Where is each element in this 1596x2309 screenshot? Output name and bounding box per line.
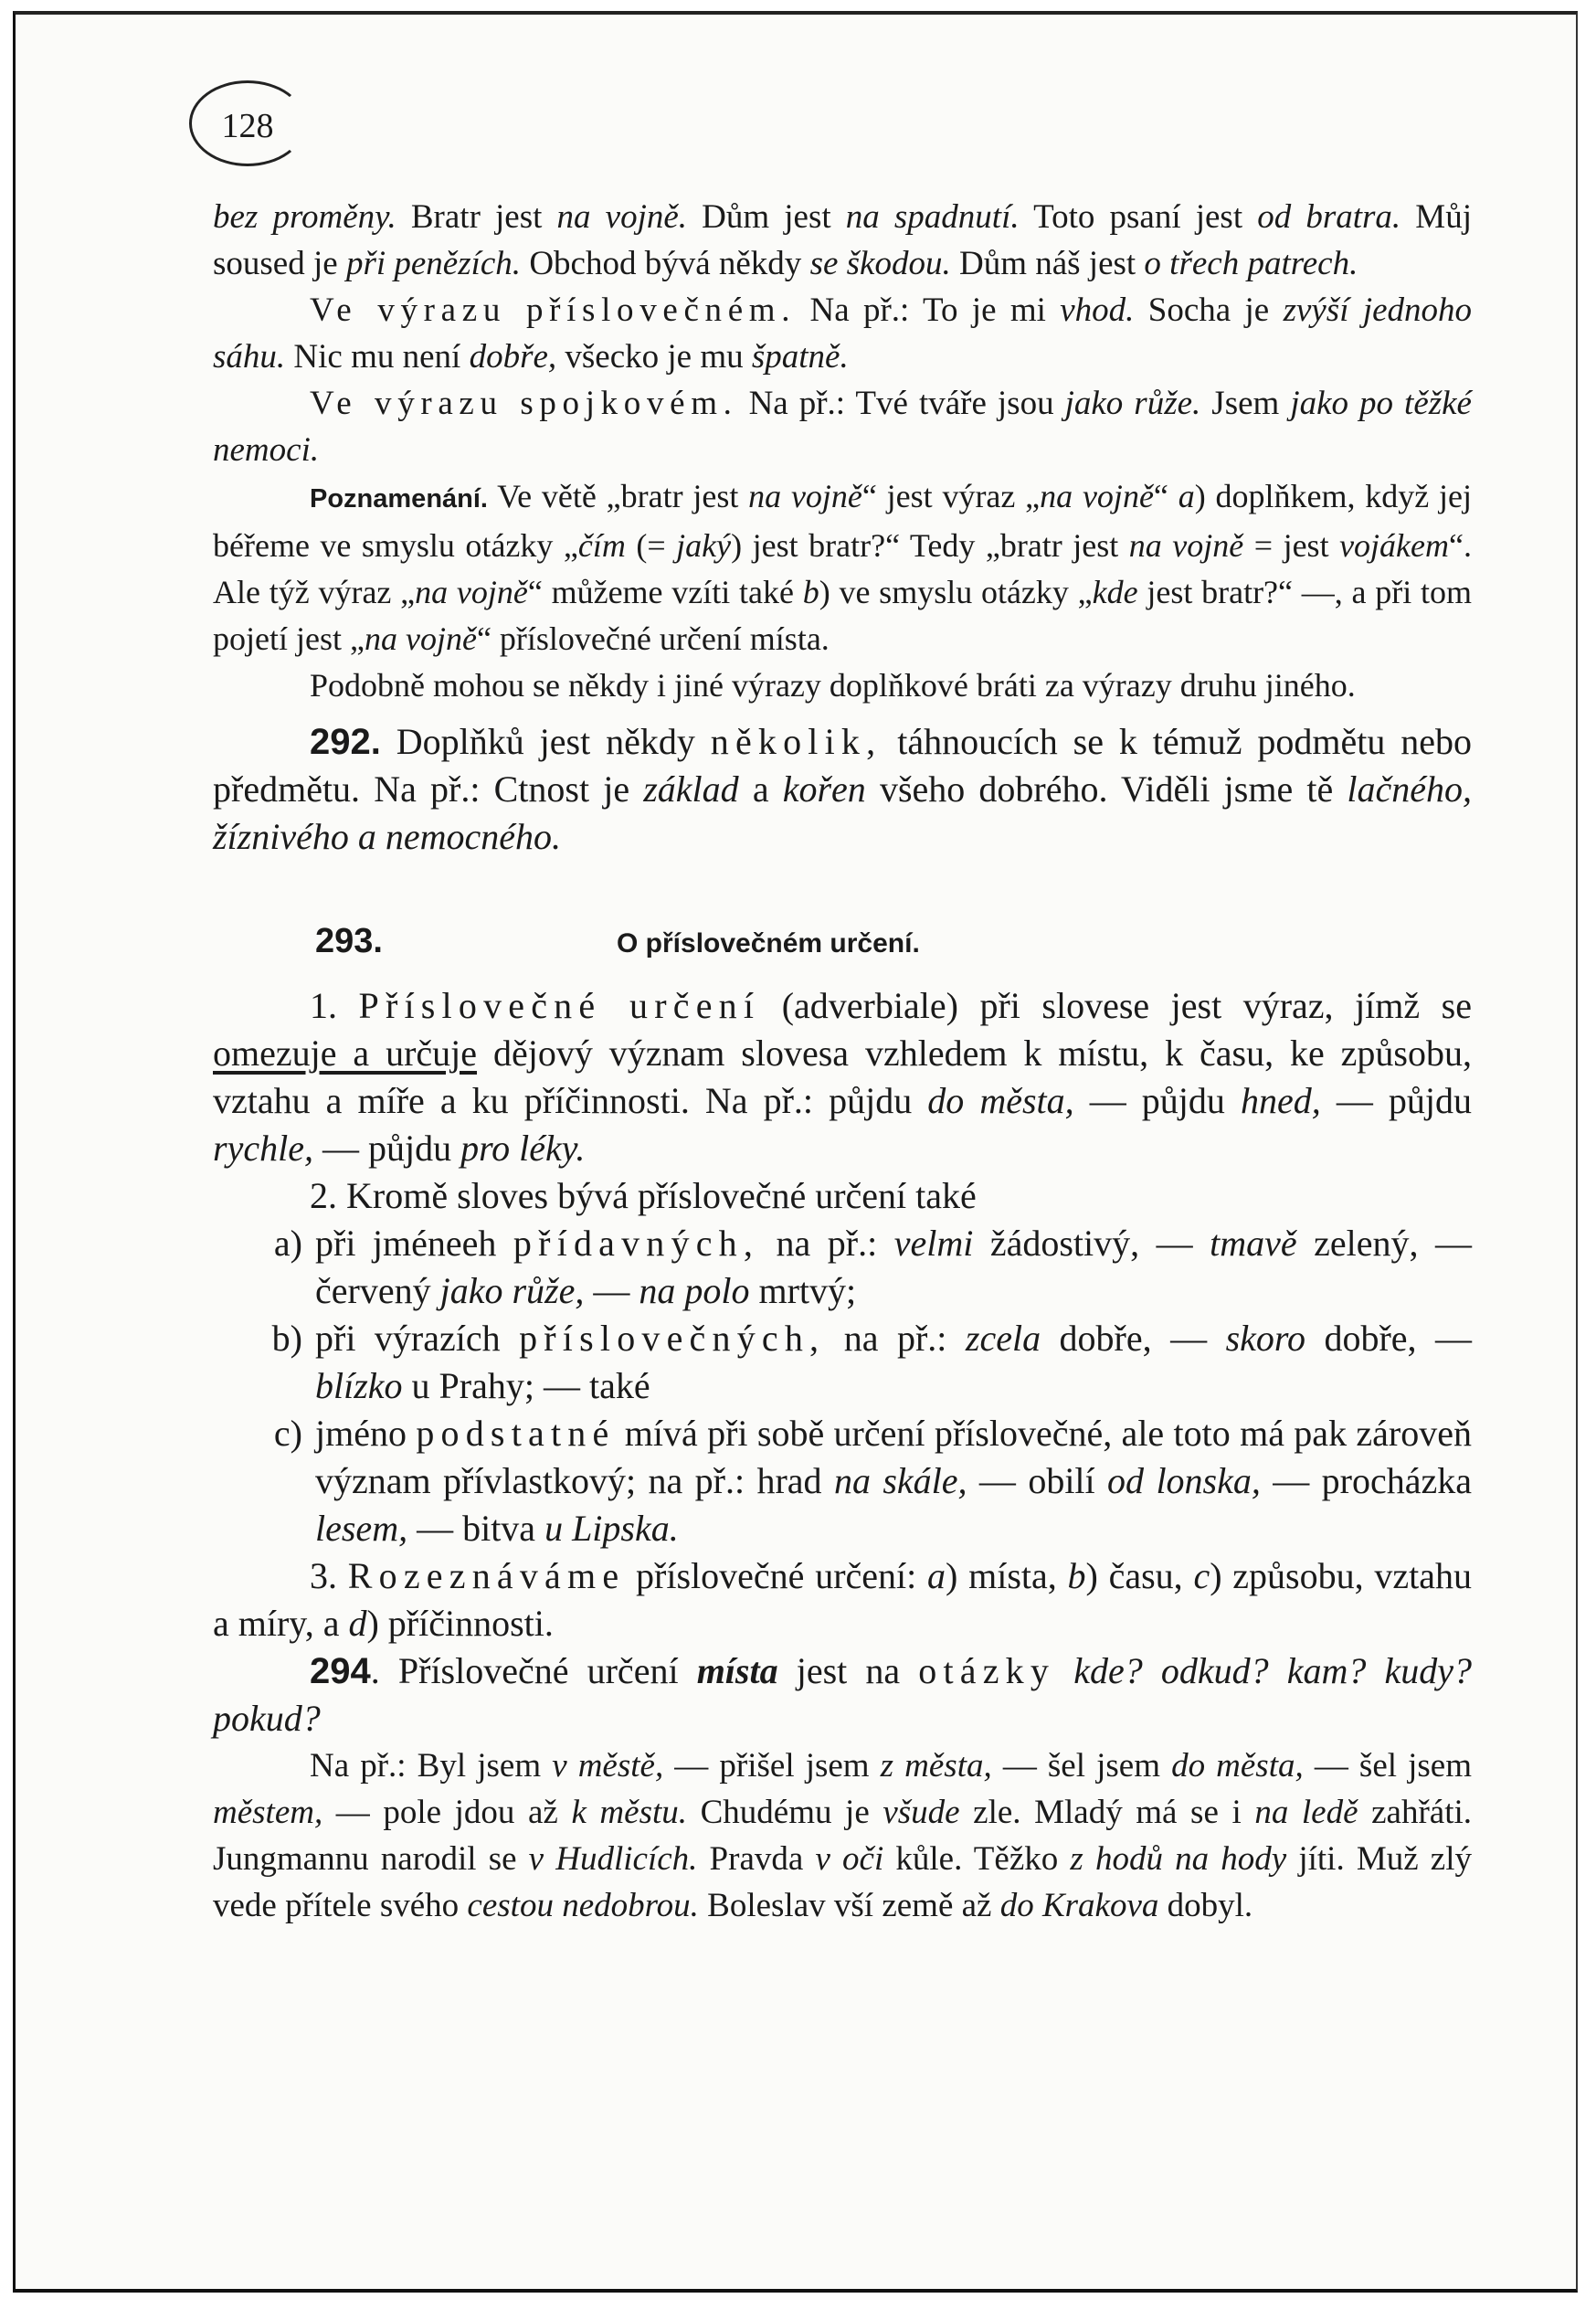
text-run: pro léky.: [460, 1128, 586, 1169]
text-run: mívá při sobě určení příslovečné, ale toto má pak zároveň význam přívlastkový; na př.: hrad: [315, 1413, 1472, 1501]
note-label: Poznamenání.: [310, 484, 488, 514]
item-text: [315, 1220, 1472, 1315]
text-run: kde? odkud? kam? kudy? pokud?: [213, 1650, 1472, 1739]
text-run: Na př.: Tvé tváře jsou: [737, 385, 1065, 422]
text-run: všecko je mu: [556, 338, 752, 376]
text-run: od bratra.: [1257, 198, 1401, 236]
text-run: u Lipska.: [544, 1508, 679, 1549]
text-run: městem,: [213, 1794, 323, 1831]
text-run: 3.: [310, 1555, 348, 1596]
text-run: b: [802, 574, 819, 610]
text-run: zahřáti. Jungmannu narodil se: [213, 1794, 1473, 1878]
paragraph-293-2: [213, 1172, 1472, 1220]
text-run: bez proměny.: [213, 198, 396, 236]
text-run: — půjdu: [1073, 1080, 1241, 1121]
text-run: na vojně: [415, 574, 528, 610]
text-run: —: [584, 1270, 639, 1311]
text-run: jako růže.: [1064, 385, 1201, 422]
text-run: zelený, — červený: [315, 1223, 1473, 1311]
text-run: ) místa,: [946, 1555, 1068, 1596]
text-run: otázky: [918, 1650, 1056, 1691]
text-run: mrtvý;: [749, 1270, 857, 1311]
page-number: 128: [189, 80, 306, 166]
text-run: kde: [1092, 574, 1138, 610]
list-item-b: [213, 1315, 1472, 1410]
text-run: na př.:: [759, 1223, 894, 1264]
text-run: Můj soused je: [213, 198, 1472, 282]
text-run: do Krakova: [999, 1887, 1159, 1924]
text-run: v Hudlicích.: [528, 1840, 698, 1878]
text-run: — půjdu: [1320, 1080, 1472, 1121]
text-run: Jsem: [1200, 385, 1291, 422]
text-run: ) doplňkem, když jej béřeme ve smyslu otázky „: [213, 478, 1472, 564]
item-text: [315, 1410, 1472, 1552]
text-run: na př.:: [825, 1318, 966, 1359]
text-run: (=: [625, 527, 677, 564]
text-run: Bratr jest: [396, 198, 557, 236]
text-run: (adverbiale) při slovese jest výraz, jímž se: [760, 985, 1472, 1026]
text-run: jméno: [315, 1413, 417, 1454]
text-run: z města,: [880, 1747, 992, 1785]
paragraph-294: [213, 1647, 1472, 1742]
text-run: “: [1153, 478, 1179, 514]
text-run: d: [348, 1603, 367, 1644]
text-run: při jméneeh: [315, 1223, 513, 1264]
paragraph-examples-1: [213, 194, 1472, 287]
text-run: v oči: [815, 1840, 884, 1878]
item-label: c): [273, 1413, 302, 1454]
text-run: velmi: [893, 1223, 974, 1264]
text-run: ) jest bratr?“ Tedy „bratr jest: [731, 527, 1129, 564]
text-run: na vojně: [364, 620, 477, 657]
text-run: kůle. Těžko: [883, 1840, 1071, 1878]
text-run: Boleslav vší země až: [698, 1887, 1000, 1924]
text-run: při penězích.: [345, 245, 522, 282]
note-paragraph-2: [213, 662, 1472, 709]
paragraph-293-3: [213, 1552, 1472, 1647]
text-run: Pravda: [697, 1840, 816, 1878]
text-run: se škodou.: [809, 245, 951, 282]
text-run: dobře, —: [1305, 1318, 1472, 1359]
text-run: tmavě: [1210, 1223, 1297, 1264]
text-run: a: [927, 1555, 946, 1596]
text-run: rychle,: [213, 1128, 313, 1169]
text-run: ) ve smyslu otázky „: [819, 574, 1093, 610]
text-run: “ příslovečné určení místa.: [476, 620, 830, 657]
text-run: zle. Mladý má se i: [959, 1794, 1255, 1831]
text-run: jest bratr?“ —, a při tom pojetí jest „: [213, 574, 1472, 657]
text-run: špatně.: [751, 338, 849, 376]
text-run: Socha je: [1134, 291, 1284, 329]
text-run: Ve výrazu příslovečném.: [310, 291, 797, 329]
text-run: o třech patrech.: [1144, 245, 1358, 282]
text-run: příslovečných,: [519, 1318, 826, 1359]
note-paragraph: [213, 473, 1472, 662]
text-run: jako po těžké nemoci.: [213, 385, 1472, 469]
text-run: jako růže,: [439, 1270, 585, 1311]
text-run: b: [1067, 1555, 1086, 1596]
item-label: a): [273, 1223, 302, 1264]
paragraph-adverbial-expression: [213, 287, 1472, 380]
text-run: — přišel jsem: [663, 1747, 881, 1785]
paragraph-294-examples: [213, 1742, 1472, 1929]
text-run: na polo: [639, 1270, 750, 1311]
text-run: Dům náš jest: [950, 245, 1145, 282]
paragraph-293-1: [213, 982, 1472, 1172]
text-run: jaký: [676, 527, 732, 564]
text-run: dějový význam slovesa vzhledem k místu, k času, ke způsobu, vztahu a míře a ku příčinnosti. Na př.: půjdu: [213, 1033, 1472, 1121]
text-run: Toto psaní jest: [1019, 198, 1258, 236]
text-run: zvýší jednoho sáhu.: [213, 291, 1473, 376]
text-run: Ve větě „bratr jest: [488, 478, 749, 514]
text-run: — půjdu: [312, 1128, 461, 1169]
text-run: do města,: [1171, 1747, 1304, 1785]
text-run: Doplňků jest někdy: [380, 721, 711, 762]
paragraph-292: [213, 718, 1472, 861]
text-run: na vojně: [1128, 527, 1244, 564]
text-run: dobře, —: [1041, 1318, 1226, 1359]
text-run: na spadnutí.: [845, 198, 1020, 236]
text-run: při výrazích: [315, 1318, 520, 1359]
text-run: vojákem: [1339, 527, 1450, 564]
text-run: příslovečné určení:: [625, 1555, 928, 1596]
text-run: k městu.: [571, 1794, 688, 1831]
text-run: lesem,: [315, 1508, 408, 1549]
page-content: [213, 194, 1472, 1929]
text-run: Rozeznáváme: [347, 1555, 626, 1596]
text-run: Nic mu není: [285, 338, 470, 376]
text-run: cestou nedobrou.: [467, 1887, 699, 1924]
text-run: Dům jest: [687, 198, 846, 236]
text-run: přídavných,: [513, 1223, 760, 1264]
item-text: [315, 1315, 1472, 1410]
text-run: na ledě: [1254, 1794, 1358, 1831]
text-run: na vojně.: [556, 198, 688, 236]
text-run: omezuje a určuje: [213, 1033, 478, 1074]
text-run: žádostivý, —: [973, 1223, 1210, 1264]
text-run: skoro: [1225, 1318, 1305, 1359]
text-run: táhnoucích se k témuž podmětu nebo předmětu. Na př.: Ctnost je: [213, 721, 1472, 810]
paragraph-conjunctive-expression: [213, 380, 1472, 473]
text-run: Ve výrazu spojkovém.: [310, 385, 738, 422]
text-run: c: [1193, 1555, 1210, 1596]
section-number: 293.: [315, 922, 383, 960]
text-run: 2. Kromě sloves bývá příslovečné určení také: [310, 1175, 977, 1216]
text-run: zcela: [965, 1318, 1041, 1359]
item-list: [213, 1220, 1472, 1552]
text-run: a: [1178, 478, 1195, 514]
text-run: několik,: [710, 721, 883, 762]
list-item-a: [213, 1220, 1472, 1315]
text-run: — bitva: [407, 1508, 545, 1549]
text-run: lačného, žíznivého a nemocného.: [213, 768, 1473, 857]
text-run: Na př.: Byl jsem: [310, 1747, 553, 1785]
text-run: místa: [696, 1650, 778, 1691]
text-run: “ jest výraz „: [861, 478, 1041, 514]
text-run: blízko: [315, 1365, 403, 1406]
text-run: základ: [643, 768, 739, 810]
text-run: — obilí: [967, 1460, 1108, 1501]
text-run: jíti. Muž zlý vede přítele svého: [213, 1840, 1473, 1924]
text-run: všeho dobrého. Viděli jsme tě: [865, 768, 1348, 810]
text-run: dobře,: [469, 338, 557, 376]
text-run: kořen: [782, 768, 866, 810]
section-heading-293: [213, 917, 1472, 968]
text-run: u Prahy; — také: [402, 1365, 650, 1406]
text-run: všude: [883, 1794, 960, 1831]
text-run: [1055, 1650, 1073, 1691]
text-run: jest na: [777, 1650, 919, 1691]
text-run: do města,: [927, 1080, 1074, 1121]
text-run: na vojně: [1040, 478, 1154, 514]
text-run: hned,: [1240, 1080, 1321, 1121]
text-run: — pole jdou až: [322, 1794, 572, 1831]
text-run: a: [738, 768, 783, 810]
text-run: ) způsobu, vztahu a míry, a: [213, 1555, 1473, 1644]
text-run: Na př.: To je mi: [796, 291, 1061, 329]
text-run: 1.: [310, 985, 359, 1026]
text-run: čím: [577, 527, 626, 564]
text-run: Chudému je: [687, 1794, 883, 1831]
text-run: — šel jsem: [991, 1747, 1172, 1785]
text-run: Podobně mohou se někdy i jiné výrazy doplňkové bráti za výrazy druhu jiného.: [310, 667, 1356, 704]
section-title: O příslovečném určení.: [617, 928, 920, 959]
text-run: = jest: [1243, 527, 1340, 564]
text-run: . Příslovečné určení: [370, 1650, 697, 1691]
text-run: v městě,: [552, 1747, 664, 1785]
text-run: 294: [310, 1651, 371, 1691]
text-run: vhod.: [1060, 291, 1135, 329]
book-page: [13, 11, 1578, 2293]
item-label: b): [271, 1318, 302, 1359]
text-run: z hodů na hody: [1070, 1840, 1287, 1878]
list-item-c: [213, 1410, 1472, 1552]
text-run: 292.: [310, 722, 381, 762]
text-run: — procházka: [1260, 1460, 1472, 1501]
text-run: na skále,: [833, 1460, 967, 1501]
text-run: Příslovečné určení: [358, 985, 761, 1026]
text-run: Obchod bývá někdy: [521, 245, 810, 282]
text-run: na vojně: [748, 478, 862, 514]
text-run: podstatné: [416, 1413, 616, 1454]
text-run: “ můžeme vzíti také: [527, 574, 803, 610]
text-run: ) času,: [1085, 1555, 1194, 1596]
text-run: ) příčinnosti.: [366, 1603, 554, 1644]
text-run: od lonska,: [1107, 1460, 1261, 1501]
text-run: “. Ale týž výraz „: [213, 527, 1472, 610]
text-run: dobyl.: [1158, 1887, 1253, 1924]
text-run: — šel jsem: [1303, 1747, 1473, 1785]
